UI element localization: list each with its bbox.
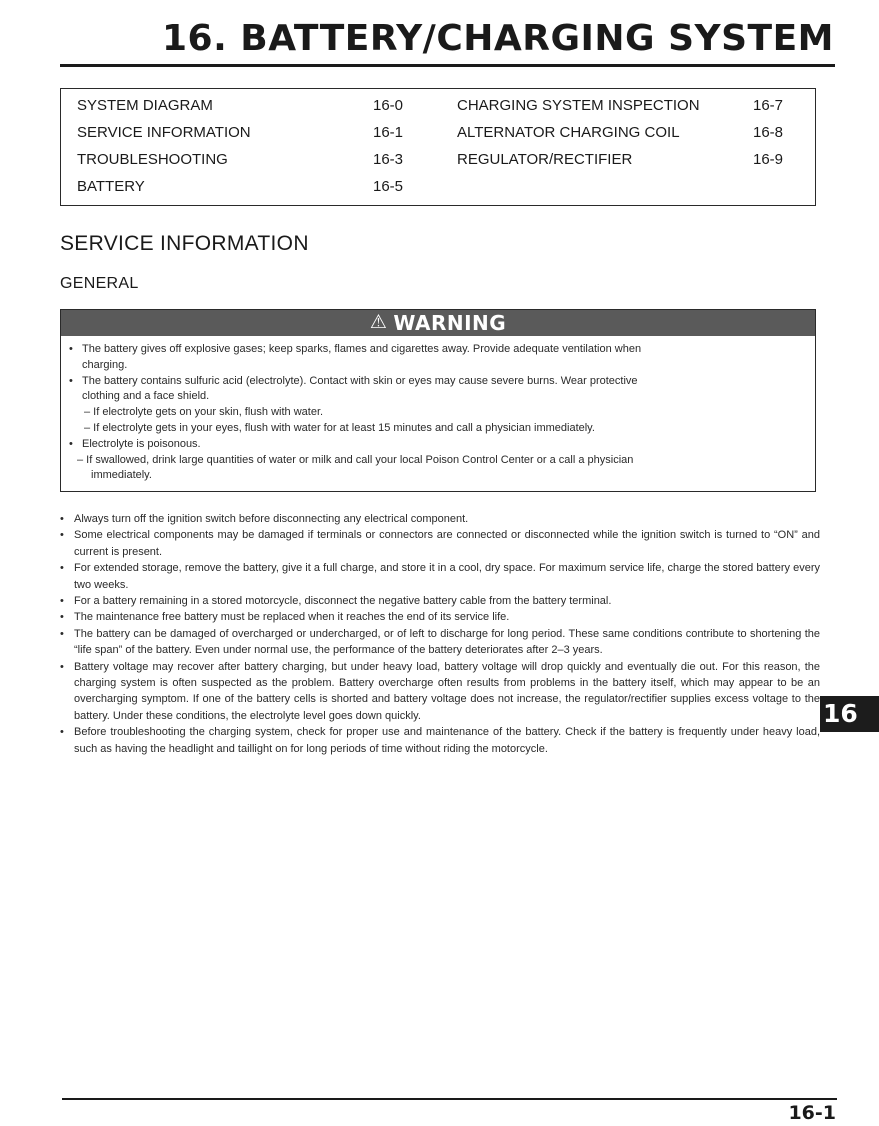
warning-item-continuation: charging.	[82, 358, 128, 371]
list-item	[60, 609, 820, 625]
bullet: •	[69, 437, 73, 450]
toc-entry[interactable]	[77, 150, 427, 170]
bullet: •	[60, 660, 64, 673]
footer-rule	[62, 1098, 837, 1100]
list-item	[60, 527, 820, 560]
subsection-heading: GENERAL	[60, 275, 139, 292]
toc-entry-page: 16-9	[753, 151, 784, 168]
warning-item-continuation: clothing and a face shield.	[82, 390, 210, 403]
toc-entry[interactable]	[457, 150, 797, 170]
bullet: •	[60, 627, 64, 640]
toc-entry[interactable]	[77, 177, 427, 197]
section-heading: SERVICE INFORMATION	[60, 232, 309, 255]
warning-item	[69, 342, 811, 358]
list-item	[60, 560, 820, 593]
warning-item-text: The battery contains sulfuric acid (electrolyte). Contact with skin or eyes may cause severe burns. Wear protective	[82, 374, 638, 387]
bullet: •	[69, 343, 73, 355]
list-item-text: For extended storage, remove the battery, give it a full charge, and store it in a cool, dry space. For maximum service life, charge the stored battery every two weeks.	[74, 562, 820, 591]
list-item	[60, 593, 820, 609]
toc-entry-label: CHARGING SYSTEM INSPECTION	[457, 97, 700, 114]
toc-entry-page: 16-0	[373, 97, 404, 114]
list-item-text: Battery voltage may recover after battery charging, but under heavy load, battery voltage will drop quickly and eventually die out. For this reason, the charging system is often suspected as the problem. Battery overcharge often results from problems in the battery itself, which may appear to be an overcharging symptom. If one of the battery cells is shorted and battery voltage does not increase, the regulator/rectifier supplies excess voltage to the battery. Under these conditions, the electrolyte level goes down quickly.	[74, 660, 820, 722]
list-item	[60, 511, 820, 527]
list-item-text: The battery can be damaged of overcharged or undercharged, or of left to discharge for long period. These same conditions contribute to shortening the “life span” of the battery. Even under normal use, the performance of the battery deteriorates after 2–3 years.	[74, 627, 820, 657]
list-item	[60, 626, 820, 659]
toc-entry-page: 16-1	[373, 124, 404, 141]
toc-entry-label: ALTERNATOR CHARGING COIL	[457, 124, 680, 141]
toc-entry-page: 16-8	[753, 124, 784, 141]
list-item-text: For a battery remaining in a stored motorcycle, disconnect the negative battery cable from the battery terminal.	[74, 595, 612, 608]
bullet: •	[60, 562, 64, 575]
title-underline	[60, 64, 835, 67]
toc-entry[interactable]	[77, 123, 427, 143]
list-item	[60, 724, 820, 757]
bullet: •	[60, 726, 64, 739]
warning-header	[61, 310, 815, 336]
service-notes-list	[60, 511, 820, 757]
toc-entry-label: REGULATOR/RECTIFIER	[457, 151, 633, 168]
warning-item-continuation: immediately.	[91, 469, 152, 482]
warning-list	[69, 342, 811, 484]
toc-entry[interactable]	[457, 123, 797, 143]
warning-title: WARNING	[393, 311, 507, 335]
bullet: •	[60, 611, 64, 624]
page-number: 16-1	[788, 1102, 836, 1124]
toc-entry-label: BATTERY	[77, 178, 145, 195]
toc-entry-page: 16-5	[373, 178, 404, 195]
warning-item	[69, 437, 811, 453]
bullet: •	[60, 595, 64, 608]
warning-subitem: – If electrolyte gets on your skin, flush with water.	[84, 406, 324, 419]
list-item-text: Some electrical components may be damaged if terminals or connectors are connected or disconnected while the ignition switch is turned to “ON” and current is present.	[74, 529, 820, 558]
toc-entry-page: 16-7	[753, 97, 784, 114]
toc-entry-label: TROUBLESHOOTING	[77, 151, 228, 168]
toc-entry[interactable]	[457, 96, 797, 116]
warning-subitem: – If swallowed, drink large quantities of water or milk and call your local Poison Control Center or a call a physician	[77, 453, 634, 466]
bullet: •	[60, 513, 64, 525]
list-item-text: The maintenance free battery must be replaced when it reaches the end of its service life.	[74, 611, 510, 624]
page-title: 16. BATTERY/CHARGING SYSTEM	[162, 18, 834, 59]
warning-triangle-icon: ⚠	[369, 312, 387, 333]
warning-item-text: Electrolyte is poisonous.	[82, 437, 201, 450]
warning-item-text: The battery gives off explosive gases; keep sparks, flames and cigarettes away. Provide adequate ventilation when	[82, 343, 642, 355]
bullet: •	[69, 374, 73, 387]
list-item	[60, 659, 820, 725]
toc-entry-label: SERVICE INFORMATION	[77, 124, 251, 141]
warning-item	[69, 374, 811, 390]
chapter-tab[interactable]: 16	[820, 696, 879, 732]
list-item-text: Always turn off the ignition switch before disconnecting any electrical component.	[74, 513, 469, 525]
warning-subitem: – If electrolyte gets in your eyes, flush with water for at least 15 minutes and call a physician immediately.	[84, 421, 595, 434]
table-of-contents	[60, 88, 816, 206]
toc-entry-page: 16-3	[373, 151, 404, 168]
toc-entry[interactable]	[77, 96, 427, 116]
bullet: •	[60, 529, 64, 542]
list-item-text: Before troubleshooting the charging system, check for proper use and maintenance of the battery. Check if the battery is frequently under heavy load, such as having the headlight and taillight on for long periods of time without riding the motorcycle.	[74, 726, 820, 755]
warning-box	[60, 309, 816, 492]
toc-entry-label: SYSTEM DIAGRAM	[77, 97, 213, 114]
